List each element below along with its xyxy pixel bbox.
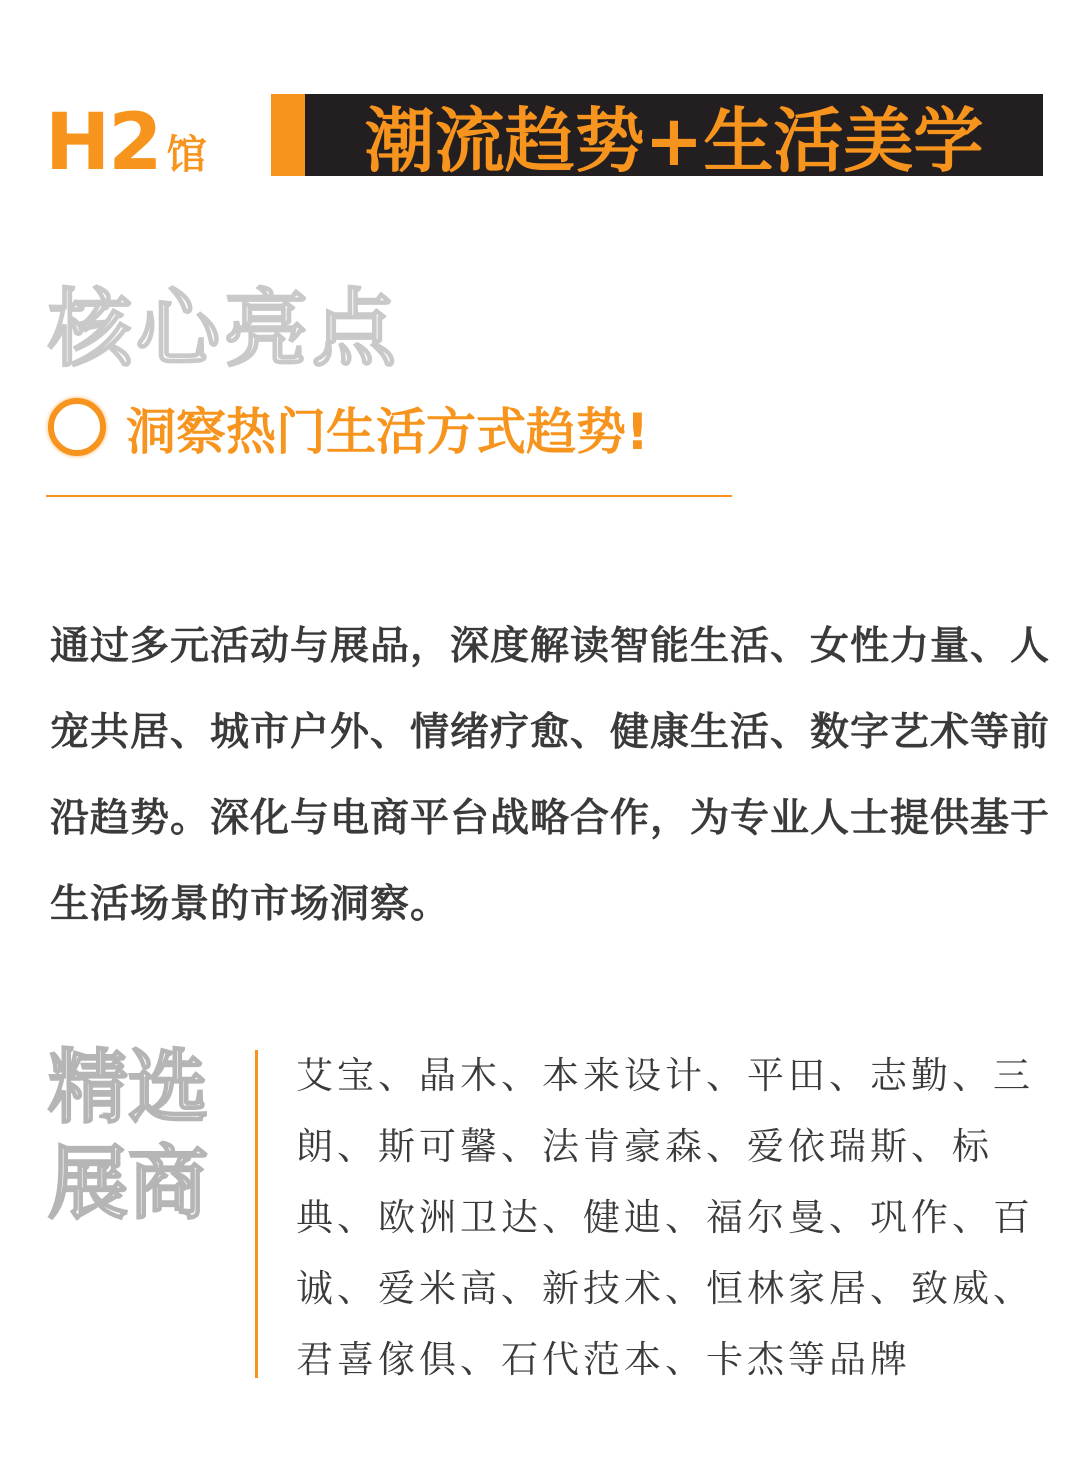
- hall-suffix: 馆: [166, 132, 207, 178]
- exhibitors-title-line1: 精选: [48, 1041, 208, 1134]
- exhibitors-list: 艾宝、晶木、本来设计、平田、志勤、三朗、斯可馨、法肯豪森、爱依瑞斯、标典、欧洲卫达、健迪、福尔曼、巩作、百诚、爱米高、新技术、恒林家居、致威、君喜傢俱、石代范本、卡杰等品牌: [296, 1054, 1034, 1381]
- theme-banner: [305, 94, 1043, 182]
- hall-code: H2: [45, 98, 161, 188]
- highlights-subtitle: 洞察热门生活方式趋势!: [126, 403, 649, 461]
- highlights-description: 通过多元活动与展品，深度解读智能生活、女性力量、人宠共居、城市户外、情绪疗愈、健康生活、数字艺术等前沿趋势。深化与电商平台战略合作，为专业人士提供基于生活场景的市场洞察。: [50, 624, 1051, 927]
- exhibitors-title: [48, 1040, 228, 1232]
- section-divider: [46, 495, 732, 497]
- exhibitors-divider: [255, 1050, 258, 1378]
- theme-banner-title: 潮流趋势+生活美学: [364, 99, 984, 182]
- banner-accent-bar: [271, 94, 305, 176]
- hall-label: [45, 92, 207, 188]
- exhibitors-title-line2: 展商: [48, 1137, 208, 1230]
- ring-bullet-icon: [48, 398, 106, 456]
- highlights-title: 核心亮点: [48, 280, 401, 378]
